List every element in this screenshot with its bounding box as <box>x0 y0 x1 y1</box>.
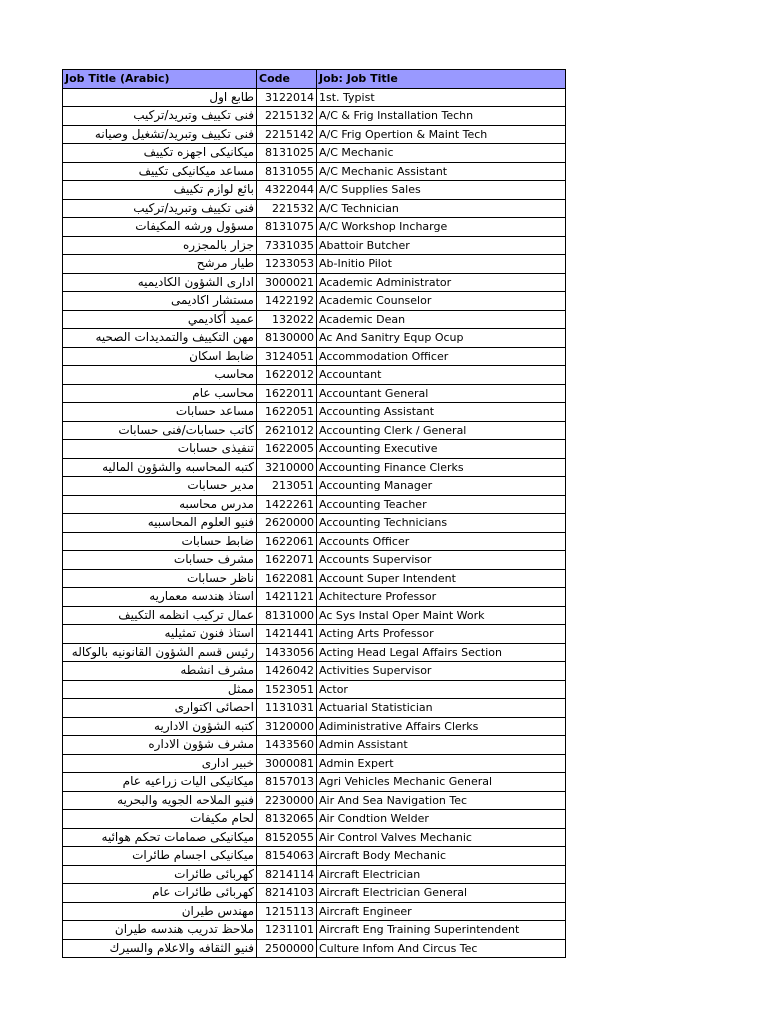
table-row <box>63 144 566 163</box>
cell-arabic-title[interactable]: ممثل <box>63 680 257 699</box>
table-row <box>63 255 566 274</box>
header-arabic-title[interactable]: Job Title (Arabic) <box>63 70 257 89</box>
table-row <box>63 717 566 736</box>
cell-code[interactable]: 3000081 <box>257 754 317 773</box>
cell-code[interactable]: 2230000 <box>257 791 317 810</box>
cell-arabic-title[interactable]: ميكانيكى اجهزه تكييف <box>63 144 257 163</box>
cell-arabic-title[interactable]: فنيو العلوم المحاسبيه <box>63 514 257 533</box>
cell-arabic-title[interactable]: مشرف انشطه <box>63 662 257 681</box>
cell-job-title[interactable]: A/C Technician <box>317 199 566 218</box>
cell-job-title[interactable]: Academic Counselor <box>317 292 566 311</box>
cell-job-title[interactable]: Adiministrative Affairs Clerks <box>317 717 566 736</box>
table-row <box>63 458 566 477</box>
table-row <box>63 477 566 496</box>
cell-job-title[interactable]: A/C Mechanic <box>317 144 566 163</box>
cell-job-title[interactable]: Acting Arts Professor <box>317 625 566 644</box>
cell-job-title[interactable]: Accountant <box>317 366 566 385</box>
cell-job-title[interactable]: Aircraft Body Mechanic <box>317 847 566 866</box>
cell-code[interactable]: 1622051 <box>257 403 317 422</box>
cell-job-title[interactable]: Accounting Assistant <box>317 403 566 422</box>
cell-arabic-title[interactable]: طيار مرشح <box>63 255 257 274</box>
cell-arabic-title[interactable]: مهندس طيران <box>63 902 257 921</box>
cell-job-title[interactable]: Aircraft Electrician General <box>317 884 566 903</box>
cell-code[interactable]: 3210000 <box>257 458 317 477</box>
cell-arabic-title[interactable]: مستشار اكاديمى <box>63 292 257 311</box>
cell-arabic-title[interactable]: مسؤول ورشه المكيفات <box>63 218 257 237</box>
cell-code[interactable]: 2621012 <box>257 421 317 440</box>
cell-arabic-title[interactable]: مشرف حسابات <box>63 551 257 570</box>
cell-code[interactable]: 1422261 <box>257 495 317 514</box>
cell-code[interactable]: 1215113 <box>257 902 317 921</box>
cell-arabic-title[interactable]: ضابط حسابات <box>63 532 257 551</box>
table-row <box>63 421 566 440</box>
table-row <box>63 532 566 551</box>
table-row <box>63 847 566 866</box>
cell-arabic-title[interactable]: مهن التكييف والتمديدات الصحيه <box>63 329 257 348</box>
cell-arabic-title[interactable]: تنفيذى حسابات <box>63 440 257 459</box>
cell-code[interactable]: 8154063 <box>257 847 317 866</box>
cell-job-title[interactable]: Actuarial Statistician <box>317 699 566 718</box>
cell-code[interactable]: 1131031 <box>257 699 317 718</box>
table-row <box>63 699 566 718</box>
table-row <box>63 662 566 681</box>
cell-code[interactable]: 221532 <box>257 199 317 218</box>
table-row <box>63 551 566 570</box>
cell-job-title[interactable]: A/C Workshop Incharge <box>317 218 566 237</box>
cell-arabic-title[interactable]: جزار بالمجزره <box>63 236 257 255</box>
table-row <box>63 884 566 903</box>
cell-job-title[interactable]: Agri Vehicles Mechanic General <box>317 773 566 792</box>
table-row <box>63 329 566 348</box>
cell-job-title[interactable]: Accounting Technicians <box>317 514 566 533</box>
cell-code[interactable]: 1433560 <box>257 736 317 755</box>
cell-job-title[interactable]: Acting Head Legal Affairs Section <box>317 643 566 662</box>
table-row <box>63 88 566 107</box>
cell-code[interactable]: 2620000 <box>257 514 317 533</box>
cell-job-title[interactable]: Aircraft Engineer <box>317 902 566 921</box>
cell-code[interactable]: 132022 <box>257 310 317 329</box>
cell-code[interactable]: 8131075 <box>257 218 317 237</box>
cell-arabic-title[interactable]: استاذ هندسه معماريه <box>63 588 257 607</box>
table-row <box>63 292 566 311</box>
cell-code[interactable]: 1231101 <box>257 921 317 940</box>
cell-code[interactable]: 1523051 <box>257 680 317 699</box>
cell-code[interactable]: 1426042 <box>257 662 317 681</box>
cell-arabic-title[interactable]: فنيو الثقافه والاعلام والسيرك <box>63 939 257 958</box>
table-row <box>63 384 566 403</box>
cell-code[interactable]: 2215142 <box>257 125 317 144</box>
table-row <box>63 939 566 958</box>
table-row <box>63 810 566 829</box>
cell-arabic-title[interactable]: محاسب <box>63 366 257 385</box>
cell-job-title[interactable]: A/C Supplies Sales <box>317 181 566 200</box>
cell-job-title[interactable]: A/C Mechanic Assistant <box>317 162 566 181</box>
cell-arabic-title[interactable]: لحام مكيفات <box>63 810 257 829</box>
cell-code[interactable]: 8152055 <box>257 828 317 847</box>
cell-job-title[interactable]: Account Super Intendent <box>317 569 566 588</box>
cell-code[interactable]: 3122014 <box>257 88 317 107</box>
table-row <box>63 218 566 237</box>
cell-arabic-title[interactable]: عمال تركيب انظمه التكييف <box>63 606 257 625</box>
table-row <box>63 236 566 255</box>
cell-job-title[interactable]: Ac Sys Instal Oper Maint Work <box>317 606 566 625</box>
cell-code[interactable]: 1422192 <box>257 292 317 311</box>
cell-arabic-title[interactable]: فنى تكييف وتبريد/تركيب <box>63 107 257 126</box>
table-row <box>63 403 566 422</box>
table-row <box>63 181 566 200</box>
cell-job-title[interactable]: Accounting Teacher <box>317 495 566 514</box>
cell-arabic-title[interactable]: خبير ادارى <box>63 754 257 773</box>
cell-arabic-title[interactable]: احصائى اكتوارى <box>63 699 257 718</box>
cell-job-title[interactable]: Accommodation Officer <box>317 347 566 366</box>
cell-code[interactable]: 1622005 <box>257 440 317 459</box>
cell-arabic-title[interactable]: فنيو الملاحه الجويه والبحريه <box>63 791 257 810</box>
cell-job-title[interactable]: Academic Administrator <box>317 273 566 292</box>
cell-job-title[interactable]: A/C & Frig Installation Techn <box>317 107 566 126</box>
cell-code[interactable]: 8131025 <box>257 144 317 163</box>
cell-arabic-title[interactable]: كهربائى طائرات <box>63 865 257 884</box>
cell-job-title[interactable]: Aircraft Electrician <box>317 865 566 884</box>
header-row <box>63 70 566 89</box>
cell-code[interactable]: 4322044 <box>257 181 317 200</box>
cell-arabic-title[interactable]: بائع لوازم تكييف <box>63 181 257 200</box>
cell-arabic-title[interactable]: رئيس قسم الشؤون القانونيه بالوكاله <box>63 643 257 662</box>
table-row <box>63 754 566 773</box>
cell-code[interactable]: 3000021 <box>257 273 317 292</box>
header-code[interactable]: Code <box>257 70 317 89</box>
cell-job-title[interactable]: Air And Sea Navigation Tec <box>317 791 566 810</box>
table-row <box>63 791 566 810</box>
cell-code[interactable]: 1421441 <box>257 625 317 644</box>
cell-code[interactable]: 2215132 <box>257 107 317 126</box>
cell-job-title[interactable]: Ab-Initio Pilot <box>317 255 566 274</box>
cell-code[interactable]: 1233053 <box>257 255 317 274</box>
cell-code[interactable]: 7331035 <box>257 236 317 255</box>
cell-code[interactable]: 8131055 <box>257 162 317 181</box>
cell-arabic-title[interactable]: محاسب عام <box>63 384 257 403</box>
cell-arabic-title[interactable]: ميكانيكى اليات زراعيه عام <box>63 773 257 792</box>
cell-job-title[interactable]: Activities Supervisor <box>317 662 566 681</box>
cell-job-title[interactable]: Air Condtion Welder <box>317 810 566 829</box>
table-row <box>63 625 566 644</box>
cell-code[interactable]: 8132065 <box>257 810 317 829</box>
cell-job-title[interactable]: Accounting Executive <box>317 440 566 459</box>
cell-job-title[interactable]: Accounting Finance Clerks <box>317 458 566 477</box>
cell-job-title[interactable]: Admin Assistant <box>317 736 566 755</box>
cell-arabic-title[interactable]: فنى تكييف وتبريد/تشغيل وصيانه <box>63 125 257 144</box>
cell-job-title[interactable]: Actor <box>317 680 566 699</box>
spreadsheet <box>62 69 566 958</box>
table-row <box>63 125 566 144</box>
cell-arabic-title[interactable]: طابع اول <box>63 88 257 107</box>
cell-code[interactable]: 8214114 <box>257 865 317 884</box>
cell-code[interactable]: 2500000 <box>257 939 317 958</box>
table-row <box>63 347 566 366</box>
cell-code[interactable]: 213051 <box>257 477 317 496</box>
cell-arabic-title[interactable]: كاتب حسابات/فنى حسابات <box>63 421 257 440</box>
cell-arabic-title[interactable]: كتبه الشؤون الاداريه <box>63 717 257 736</box>
table-row <box>63 680 566 699</box>
cell-code[interactable]: 8130000 <box>257 329 317 348</box>
cell-job-title[interactable]: Accounts Supervisor <box>317 551 566 570</box>
table-row <box>63 865 566 884</box>
cell-arabic-title[interactable]: كتبه المحاسبه والشؤون الماليه <box>63 458 257 477</box>
cell-code[interactable]: 1622071 <box>257 551 317 570</box>
table-row <box>63 273 566 292</box>
table-row <box>63 736 566 755</box>
table-row <box>63 773 566 792</box>
cell-arabic-title[interactable]: فنى تكييف وتبريد/تركيب <box>63 199 257 218</box>
table-row <box>63 495 566 514</box>
cell-arabic-title[interactable]: مدرس محاسبه <box>63 495 257 514</box>
cell-code[interactable]: 1622012 <box>257 366 317 385</box>
cell-job-title[interactable]: Accountant General <box>317 384 566 403</box>
cell-arabic-title[interactable]: ميكانيكى اجسام طائرات <box>63 847 257 866</box>
cell-arabic-title[interactable]: ادارى الشؤون الكاديميه <box>63 273 257 292</box>
cell-job-title[interactable]: A/C Frig Opertion & Maint Tech <box>317 125 566 144</box>
table-row <box>63 828 566 847</box>
cell-job-title[interactable]: Abattoir Butcher <box>317 236 566 255</box>
cell-arabic-title[interactable]: استاذ فنون تمثيليه <box>63 625 257 644</box>
cell-code[interactable]: 3124051 <box>257 347 317 366</box>
cell-arabic-title[interactable]: ضابط اسكان <box>63 347 257 366</box>
cell-job-title[interactable]: Accounts Officer <box>317 532 566 551</box>
cell-code[interactable]: 1622011 <box>257 384 317 403</box>
table-row <box>63 107 566 126</box>
table-row <box>63 310 566 329</box>
cell-arabic-title[interactable]: ميكانيكى صمامات تحكم هوائيه <box>63 828 257 847</box>
table-row <box>63 162 566 181</box>
cell-code[interactable]: 1421121 <box>257 588 317 607</box>
cell-arabic-title[interactable]: كهربائى طائرات عام <box>63 884 257 903</box>
cell-job-title[interactable]: Accounting Clerk / General <box>317 421 566 440</box>
table-body <box>63 88 566 958</box>
cell-code[interactable]: 1622061 <box>257 532 317 551</box>
cell-code[interactable]: 1433056 <box>257 643 317 662</box>
table-row <box>63 569 566 588</box>
table-row <box>63 606 566 625</box>
cell-code[interactable]: 1622081 <box>257 569 317 588</box>
cell-arabic-title[interactable]: مدير حسابات <box>63 477 257 496</box>
cell-arabic-title[interactable]: ناظر حسابات <box>63 569 257 588</box>
table-row <box>63 921 566 940</box>
cell-job-title[interactable]: Air Control Valves Mechanic <box>317 828 566 847</box>
cell-job-title[interactable]: Achitecture Professor <box>317 588 566 607</box>
cell-job-title[interactable]: Admin Expert <box>317 754 566 773</box>
cell-code[interactable]: 8214103 <box>257 884 317 903</box>
cell-job-title[interactable]: Academic Dean <box>317 310 566 329</box>
cell-job-title[interactable]: Culture Infom And Circus Tec <box>317 939 566 958</box>
cell-job-title[interactable]: Accounting Manager <box>317 477 566 496</box>
table-row <box>63 514 566 533</box>
cell-arabic-title[interactable]: مساعد ميكانيكى تكييف <box>63 162 257 181</box>
cell-code[interactable]: 3120000 <box>257 717 317 736</box>
cell-job-title[interactable]: Aircraft Eng Training Superintendent <box>317 921 566 940</box>
cell-code[interactable]: 8131000 <box>257 606 317 625</box>
cell-code[interactable]: 8157013 <box>257 773 317 792</box>
table-row <box>63 643 566 662</box>
job-titles-table <box>62 69 566 958</box>
cell-job-title[interactable]: 1st. Typist <box>317 88 566 107</box>
header-job-title[interactable]: Job: Job Title <box>317 70 566 89</box>
cell-arabic-title[interactable]: مساعد حسابات <box>63 403 257 422</box>
table-row <box>63 588 566 607</box>
cell-arabic-title[interactable]: عميد أكاديمي <box>63 310 257 329</box>
cell-arabic-title[interactable]: ملاحظ تدريب هندسه طيران <box>63 921 257 940</box>
table-row <box>63 366 566 385</box>
cell-job-title[interactable]: Ac And Sanitry Equp Ocup <box>317 329 566 348</box>
table-row <box>63 902 566 921</box>
cell-arabic-title[interactable]: مشرف شؤون الاداره <box>63 736 257 755</box>
table-row <box>63 440 566 459</box>
table-row <box>63 199 566 218</box>
